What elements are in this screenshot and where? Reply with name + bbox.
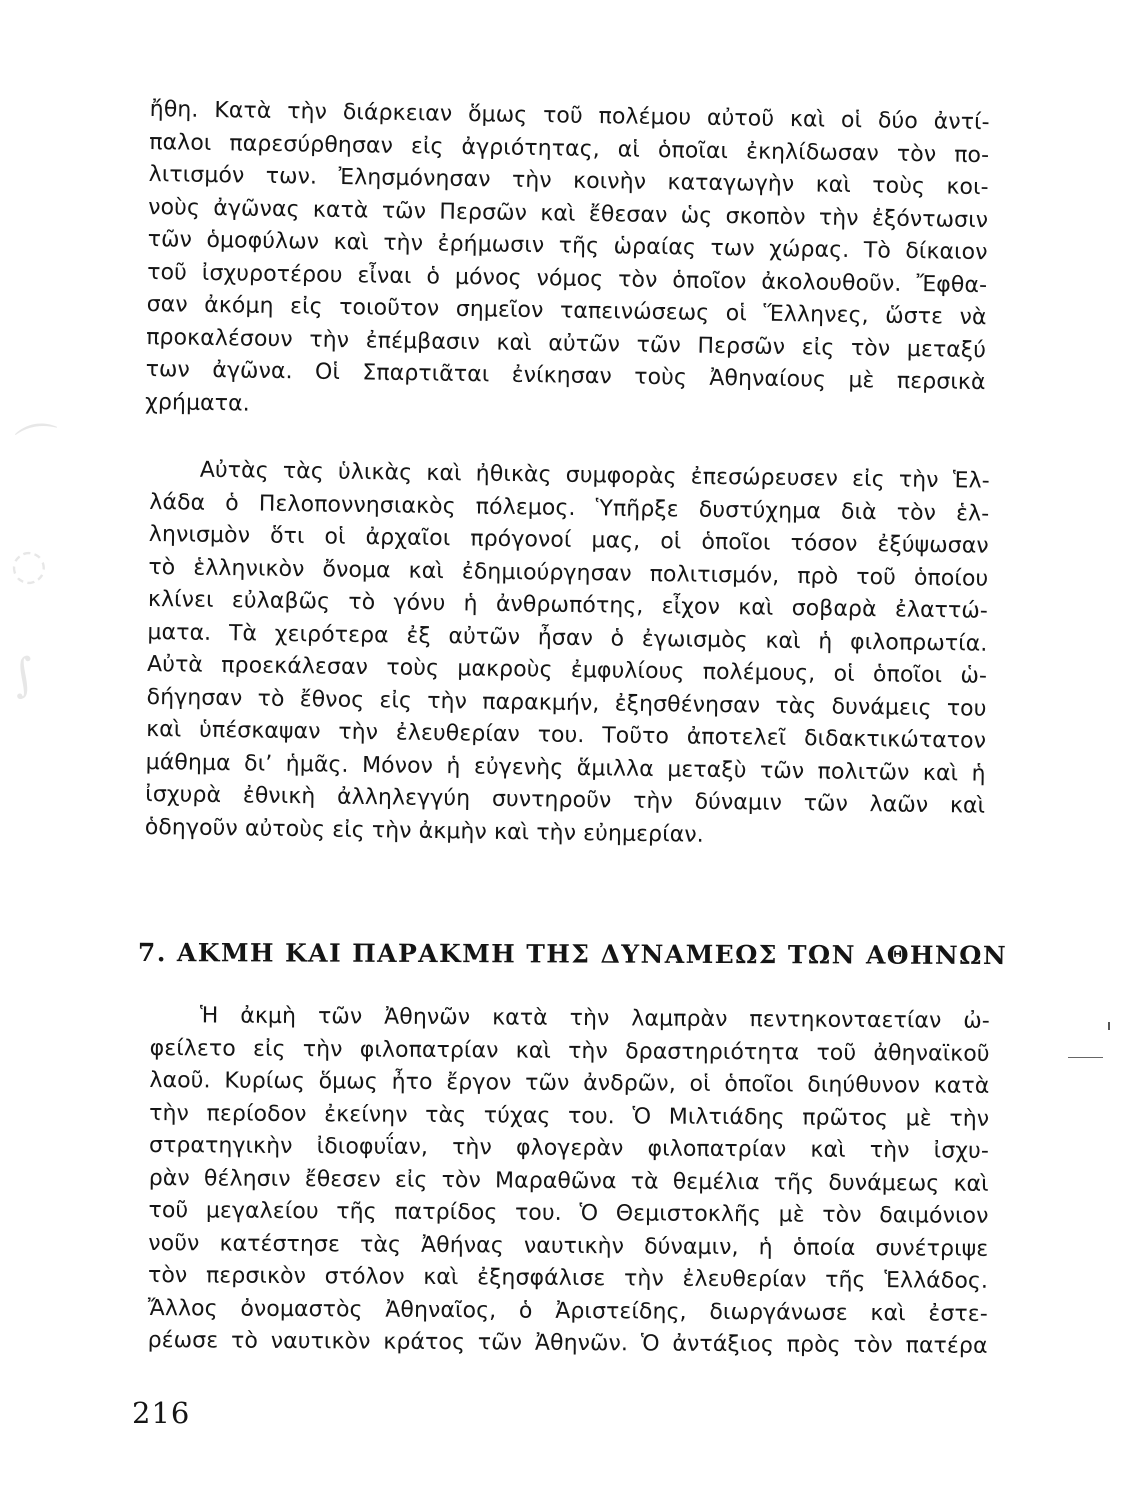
text-line: ἤθη. Κατὰ τὴν διάρκειαν ὅμως τοῦ πολέμου αὐτοῦ καὶ οἱ δύο ἀντί- xyxy=(149,96,990,136)
faint-show-through-mark: ⌒ xyxy=(12,417,65,476)
text-line: Ἄλλος ὀνομαστὸς Ἀθηναῖος, ὁ Ἀριστείδης, διωργάνωσε καὶ ἐστε- xyxy=(147,1295,988,1327)
text-line: κλίνει εὐλαβῶς τὸ γόνυ ἡ ἀνθρωπότης, εἶχον καὶ σοβαρὰ ἐλαττώ- xyxy=(147,586,989,624)
text-line: χρήματα. xyxy=(144,389,251,417)
paragraph-2 xyxy=(145,454,990,856)
text-line: σαν ἀκόμη εἰς τοιοῦτον σημεῖον ταπεινώσεως οἱ Ἕλληνες, ὥστε νὰ xyxy=(146,291,987,331)
section-heading: 7. ΑΚΜΗ ΚΑΙ ΠΑΡΑΚΜΗ ΤΗΣ ΔΥΝΑΜΕΩΣ ΤΩΝ ΑΘΗΝΩΝ xyxy=(137,937,1008,971)
text-line: Αὐτὰ προεκάλεσαν τοὺς μακροὺς ἐμφυλίους πολέμους, οἱ ὁποῖοι ὡ- xyxy=(146,651,988,689)
faint-show-through-mark: ◌ xyxy=(6,537,50,592)
text-line: καὶ ὑπέσκαψαν τὴν ἐλευθερίαν του. Τοῦτο ἀποτελεῖ διδακτικώτατον xyxy=(145,716,987,754)
text-line: παλοι παρεσύρθησαν εἰς ἀγριότητας, αἱ ὁποῖαι ἐκηλίδωσαν τὸν πο- xyxy=(149,129,990,168)
text-line: ματα. Τὰ χειρότερα ἐξ αὐτῶν ἦσαν ὁ ἐγωισμὸς καὶ ἡ φιλοπρωτία. xyxy=(147,619,988,657)
text-line: Αὐτὰς τὰς ὑλικὰς καὶ ἠθικὰς συμφορὰς ἐπεσώρευσεν εἰς τὴν Ἑλ- xyxy=(199,457,990,494)
text-line: νοὺς ἀγῶνας κατὰ τῶν Περσῶν καὶ ἔθεσαν ὡς σκοπὸν τὴν ἐξόντωσιν xyxy=(148,194,989,233)
text-line: ληνισμὸν ὅτι οἱ ἀρχαῖοι πρόγονοί μας, οἱ ὁποῖοι τόσον ἐξύψωσαν xyxy=(148,521,989,559)
page-number: 216 xyxy=(132,1396,191,1430)
text-line: φείλετο εἰς τὴν φιλοπατρίαν καὶ τὴν δραστηριότητα τοῦ ἀθηναϊκοῦ xyxy=(149,1035,990,1067)
text-line: στρατηγικὴν ἰδιοφυΐαν, τὴν φλογερὰν φιλοπατρίαν καὶ τὴν ἰσχυ- xyxy=(148,1132,990,1164)
text-line: Ἡ ἀκμὴ τῶν Ἀθηνῶν κατὰ τὴν λαμπρὰν πεντηκονταετίαν ὠ- xyxy=(199,1003,990,1034)
text-line: μάθημα δι’ ἡμᾶς. Μόνον ἡ εὐγενὴς ἅμιλλα μεταξὺ τῶν πολιτῶν καὶ ἡ xyxy=(145,749,986,787)
text-line: ὁδηγοῦν αὐτοὺς εἰς τὴν ἀκμὴν καὶ τὴν εὐημερίαν. xyxy=(144,814,704,848)
text-line: τὸ ἑλληνικὸν ὄνομα καὶ ἐδημιούργησαν πολιτισμόν, πρὸ τοῦ ὁποίου xyxy=(148,554,989,592)
paragraph-1 xyxy=(145,94,990,432)
text-line: δήγησαν τὸ ἔθνος εἰς τὴν παρακμήν, ἐξησθένησαν τὰς δυνάμεις του xyxy=(146,684,987,722)
text-line: λάδα ὁ Πελοποννησιακὸς πόλεμος. Ὑπῆρξε δυστύχημα διὰ τὸν ἑλ- xyxy=(149,489,990,527)
text-line: τὴν περίοδον ἐκείνην τὰς τύχας του. Ὁ Μιλτιάδης πρῶτος μὲ τὴν xyxy=(149,1100,990,1132)
text-line: ρέωσε τὸ ναυτικὸν κράτος τῶν Ἀθηνῶν. Ὁ ἀντάξιος πρὸς τὸν πατέρα xyxy=(147,1327,988,1359)
text-line: τῶν ὁμοφύλων καὶ τὴν ἐρήμωσιν τῆς ὡραίας των χώρας. Τὸ δίκαιον xyxy=(147,226,988,266)
text-line: ἰσχυρὰ ἐθνικὴ ἀλληλεγγύη συντηροῦν τὴν δύναμιν τῶν λαῶν καὶ xyxy=(145,781,986,819)
text-line: προκαλέσουν τὴν ἐπέμβασιν καὶ αὐτῶν τῶν Περσῶν εἰς τὸν μεταξύ xyxy=(145,324,987,363)
text-line: λιτισμόν των. Ἐλησμόνησαν τὴν κοινὴν καταγωγὴν καὶ τοὺς κοι- xyxy=(148,161,989,201)
faint-show-through-mark: ∫ xyxy=(6,648,40,703)
text-line: νοῦν κατέστησε τὰς Ἀθήνας ναυτικὴν δύναμιν, ἡ ὁποία συνέτριψε xyxy=(148,1230,989,1262)
text-line: τοῦ ἰσχυροτέρου εἶναι ὁ μόνος νόμος τὸν ὁποῖον ἀκολουθοῦν. Ἔφθα- xyxy=(147,259,988,298)
paragraph-3 xyxy=(148,1000,990,1363)
margin-mark xyxy=(1108,1022,1110,1030)
text-line: τὸν περσικὸν στόλον καὶ ἐξησφάλισε τὴν ἐλευθερίαν τῆς Ἑλλάδος. xyxy=(147,1262,989,1294)
margin-dash xyxy=(1068,1057,1103,1058)
text-line: των ἀγῶνα. Οἱ Σπαρτιᾶται ἐνίκησαν τοὺς Ἀθηναίους μὲ περσικὰ xyxy=(145,356,986,396)
text-line: τοῦ μεγαλείου τῆς πατρίδος του. Ὁ Θεμιστοκλῆς μὲ τὸν δαιμόνιον xyxy=(148,1197,989,1229)
text-line: λαοῦ. Κυρίως ὅμως ἦτο ἔργον τῶν ἀνδρῶν, οἱ ὁποῖοι διηύθυνον κατὰ xyxy=(149,1067,990,1099)
text-line: ρὰν θέλησιν ἔθεσεν εἰς τὸν Μαραθῶνα τὰ θεμέλια τῆς δυνάμεως καὶ xyxy=(148,1165,989,1197)
